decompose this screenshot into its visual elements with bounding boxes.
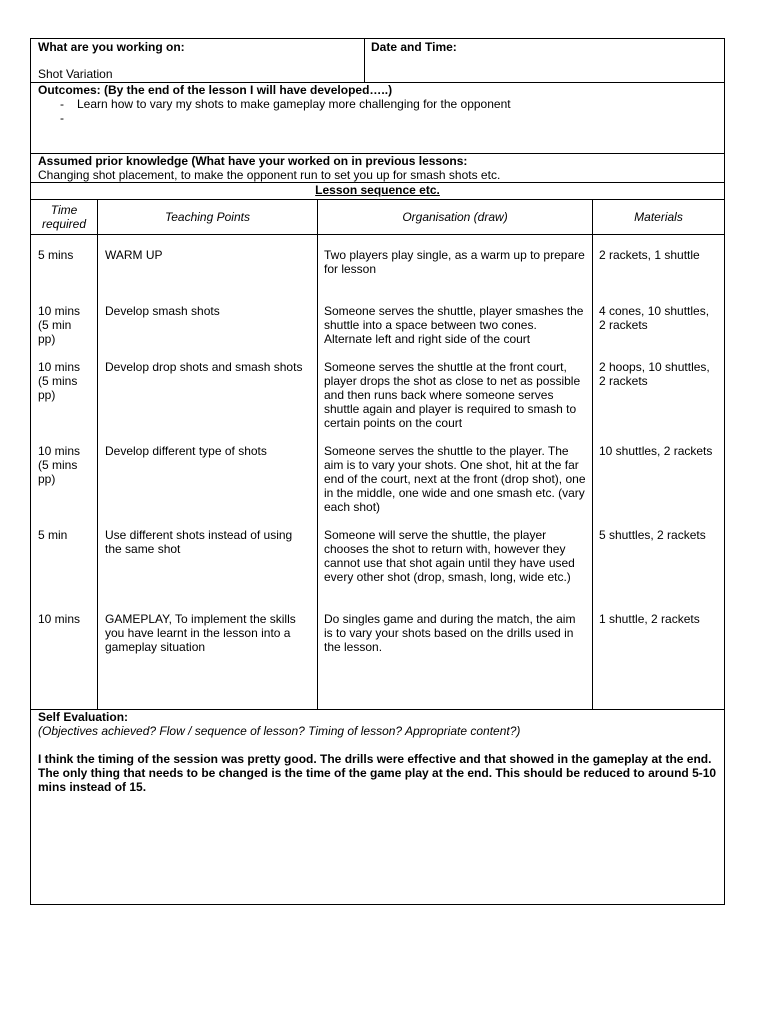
self-evaluation-prompt: (Objectives achieved? Flow / sequence of lesson? Timing of lesson? Appropriate content?) bbox=[38, 724, 521, 738]
organisation-cell: Someone serves the shuttle to the player. The aim is to vary your shots. One shot, hit at the far end of the court, next at the front (drop shot), one in the middle, one wide and one smash etc. (vary each shot) bbox=[324, 444, 586, 514]
column-header-teaching-points: Teaching Points bbox=[165, 210, 250, 224]
outcomes-list bbox=[31, 97, 717, 125]
self-evaluation-section bbox=[31, 710, 724, 794]
working-on-cell bbox=[31, 39, 364, 82]
self-evaluation-text: I think the timing of the session was pretty good. The drills were effective and that showed in the gameplay at the end. The only thing that needs to be changed is the time of the game play at the end. This should be reduced to around 5-10 mins instead of 15. bbox=[38, 752, 717, 794]
organisation-cell: Someone serves the shuttle at the front court, player drops the shot as close to net as possible and then runs back where someone serves shuttle again and player is required to smash to certain points on the court bbox=[324, 360, 581, 430]
outcomes-section bbox=[31, 83, 724, 153]
organisation-cell: Someone will serve the shuttle, the player chooses the shot to return with, however they cannot use that shot again until they have used every other shot (drop, smash, long, wide etc.) bbox=[324, 528, 575, 584]
materials-cell: 10 shuttles, 2 rackets bbox=[599, 444, 713, 458]
column-header-organisation: Organisation (draw) bbox=[402, 210, 508, 224]
teaching-point-cell: Develop drop shots and smash shots bbox=[105, 360, 303, 374]
list-item bbox=[31, 111, 717, 125]
date-time-cell bbox=[365, 39, 725, 82]
working-on-label: What are you working on: bbox=[38, 40, 185, 54]
materials-cell: 4 cones, 10 shuttles, 2 rackets bbox=[599, 304, 710, 332]
working-on-value: Shot Variation bbox=[38, 67, 113, 81]
column-header-time: Time required bbox=[41, 203, 87, 231]
outcomes-label: Outcomes: (By the end of the lesson I will have developed…..) bbox=[38, 83, 393, 97]
organisation-cell: Someone serves the shuttle, player smashes the shuttle into a space between two cones. Alternate left and right side of the court bbox=[324, 304, 584, 346]
materials-cell: 5 shuttles, 2 rackets bbox=[599, 528, 706, 542]
organisation-cell: Two players play single, as a warm up to prepare for lesson bbox=[324, 248, 585, 276]
time-cell: 10 mins bbox=[38, 612, 81, 626]
prior-knowledge-label: Assumed prior knowledge (What have your worked on in previous lessons: bbox=[38, 154, 468, 168]
materials-cell: 2 rackets, 1 shuttle bbox=[599, 248, 700, 262]
self-evaluation-label: Self Evaluation: bbox=[38, 710, 129, 724]
time-cell: 10 mins (5 mins pp) bbox=[38, 360, 81, 402]
teaching-point-cell: GAMEPLAY, To implement the skills you have learnt in the lesson into a gameplay situation bbox=[105, 612, 296, 654]
organisation-cell: Do singles game and during the match, the aim is to vary your shots based on the drills used in the lesson. bbox=[324, 612, 576, 654]
teaching-point-cell: Develop smash shots bbox=[105, 304, 220, 318]
date-time-label: Date and Time: bbox=[371, 40, 457, 54]
time-cell: 10 mins (5 min pp) bbox=[38, 304, 81, 346]
list-item: - Learn how to vary my shots to make gameplay more challenging for the opponent bbox=[31, 97, 717, 111]
lesson-sequence-title: Lesson sequence etc. bbox=[315, 183, 440, 197]
lesson-plan-form bbox=[30, 38, 725, 905]
materials-cell: 2 hoops, 10 shuttles, 2 rackets bbox=[599, 360, 710, 388]
time-cell: 5 mins bbox=[38, 248, 74, 262]
teaching-point-cell: Develop different type of shots bbox=[105, 444, 267, 458]
teaching-point-cell: WARM UP bbox=[105, 248, 163, 262]
prior-knowledge-text: Changing shot placement, to make the opponent run to set you up for smash shots etc. bbox=[38, 168, 501, 182]
teaching-point-cell: Use different shots instead of using the same shot bbox=[105, 528, 293, 556]
time-cell: 10 mins (5 mins pp) bbox=[38, 444, 81, 486]
time-cell: 5 min bbox=[38, 528, 68, 542]
column-header-materials: Materials bbox=[634, 210, 683, 224]
materials-cell: 1 shuttle, 2 rackets bbox=[599, 612, 700, 626]
prior-knowledge-section bbox=[31, 154, 724, 182]
